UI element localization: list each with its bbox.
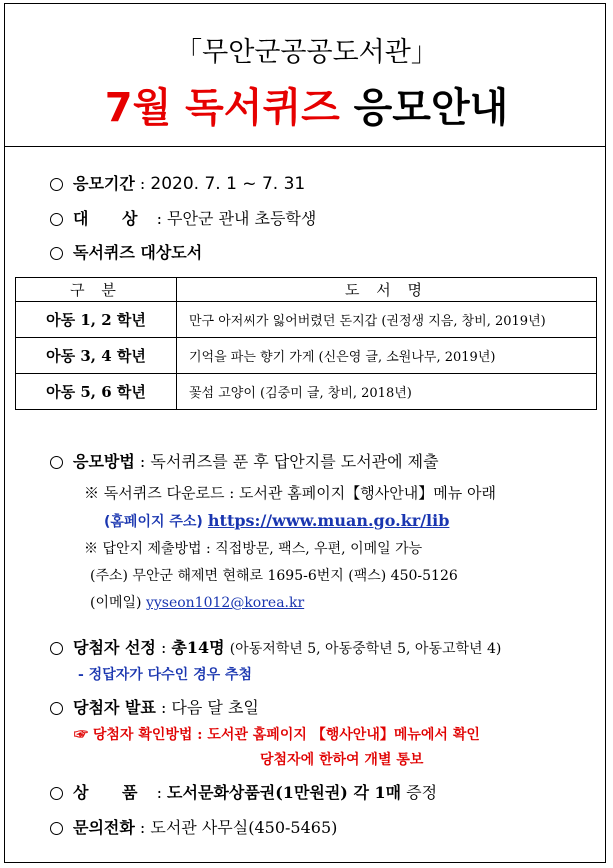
target-label: 대 상 xyxy=(73,209,152,228)
table-row xyxy=(16,302,597,338)
homepage-row xyxy=(104,511,449,532)
title-black: 응모안내 xyxy=(353,85,509,131)
circle-bullet-icon xyxy=(50,642,63,655)
target-row: 대 상 : 무안군 관내 초등학생 xyxy=(50,209,316,229)
prize-value: 도서문화상품권(1만원권) 각 1매 xyxy=(167,783,402,802)
target-value: 무안군 관내 초등학생 xyxy=(167,209,317,228)
prize-suffix: 증정 xyxy=(406,783,438,802)
title-red: 7월 독서퀴즈 xyxy=(104,85,340,131)
circle-bullet-icon xyxy=(50,822,63,835)
address-line: (주소) 무안군 해제면 현해로 1695-6번지 (팩스) 450-5126 xyxy=(90,568,458,584)
winners-label: 당첨자 선정 xyxy=(73,638,156,657)
page-title xyxy=(0,76,613,133)
announce-row: 당첨자 발표 : 다음 달 초일 xyxy=(50,698,259,718)
method-label: 응모방법 xyxy=(73,452,135,471)
table-row xyxy=(16,338,597,374)
books-heading-row xyxy=(50,243,202,263)
download-note: ※ 독서퀴즈 다운로드 : 도서관 홈페이지【행사안내】메뉴 아래 xyxy=(84,484,496,502)
email-link[interactable]: yyseon1012@korea.kr xyxy=(145,595,305,611)
winners-row: 당첨자 선정 : 총14명 (아동저학년 5, 아동중학년 5, 아동고학년 4) xyxy=(50,638,501,659)
circle-bullet-icon xyxy=(50,247,63,260)
circle-bullet-icon xyxy=(50,702,63,715)
circle-bullet-icon xyxy=(50,213,63,226)
grade-cell: 아동 5, 6 학년 xyxy=(16,374,177,410)
title-divider xyxy=(4,146,606,147)
winners-note: - 정답자가 다수인 경우 추첨 xyxy=(78,667,253,683)
method-row: 응모방법 : 독서퀴즈를 푼 후 답안지를 도서관에 제출 xyxy=(50,452,439,472)
email-label: (이메일) xyxy=(90,595,142,611)
table-header-grade: 구 분 xyxy=(16,278,177,302)
contact-row: 문의전화 : 도서관 사무실(450-5465) xyxy=(50,818,337,838)
circle-bullet-icon xyxy=(50,456,63,469)
book-cell: 기억을 파는 향기 가게 (신은영 글, 소원나무, 2019년) xyxy=(177,338,597,374)
check-method-line2: 당첨자에 한하여 개별 통보 xyxy=(260,752,424,768)
email-row xyxy=(90,593,304,613)
announce-value: 다음 달 초일 xyxy=(171,698,259,717)
homepage-label: (홈페이지 주소) xyxy=(104,514,203,530)
books-label: 독서퀴즈 대상도서 xyxy=(73,243,203,262)
contact-value: 도서관 사무실(450-5465) xyxy=(150,818,338,837)
homepage-link[interactable]: https://www.muan.go.kr/lib xyxy=(207,511,450,530)
prize-row: 상 품 : 도서문화상품권(1만원권) 각 1매 증정 xyxy=(50,783,437,803)
book-cell: 꽃섬 고양이 (김중미 글, 창비, 2018년) xyxy=(177,374,597,410)
check-method-line1: ☞ 당첨자 확인방법 : 도서관 홈페이지 【행사안내】메뉴에서 확인 xyxy=(74,727,480,743)
book-cell: 만구 아저씨가 잃어버렸던 돈지갑 (권정생 지음, 창비, 2019년) xyxy=(177,302,597,338)
prize-label: 상 품 xyxy=(73,783,152,802)
period-row: 응모기간 : 2020. 7. 1 ~ 7. 31 xyxy=(50,174,305,194)
table-header-title: 도 서 명 xyxy=(177,278,597,302)
period-value: 2020. 7. 1 ~ 7. 31 xyxy=(150,174,306,194)
winners-value: 총14명 xyxy=(171,638,225,657)
submit-note: ※ 답안지 제출방법 : 직접방문, 팩스, 우편, 이메일 가능 xyxy=(84,541,423,557)
books-table xyxy=(15,277,597,410)
org-title: 「무안군공공도서관」 xyxy=(175,37,438,68)
winners-detail: (아동저학년 5, 아동중학년 5, 아동고학년 4) xyxy=(229,641,502,657)
circle-bullet-icon xyxy=(50,787,63,800)
table-row xyxy=(16,374,597,410)
contact-label: 문의전화 xyxy=(73,818,135,837)
table-header-row xyxy=(16,278,597,302)
period-label: 응모기간 xyxy=(73,174,135,193)
circle-bullet-icon xyxy=(50,178,63,191)
method-value: 독서퀴즈를 푼 후 답안지를 도서관에 제출 xyxy=(150,452,439,471)
grade-cell: 아동 1, 2 학년 xyxy=(16,302,177,338)
announce-label: 당첨자 발표 xyxy=(73,698,156,717)
grade-cell: 아동 3, 4 학년 xyxy=(16,338,177,374)
